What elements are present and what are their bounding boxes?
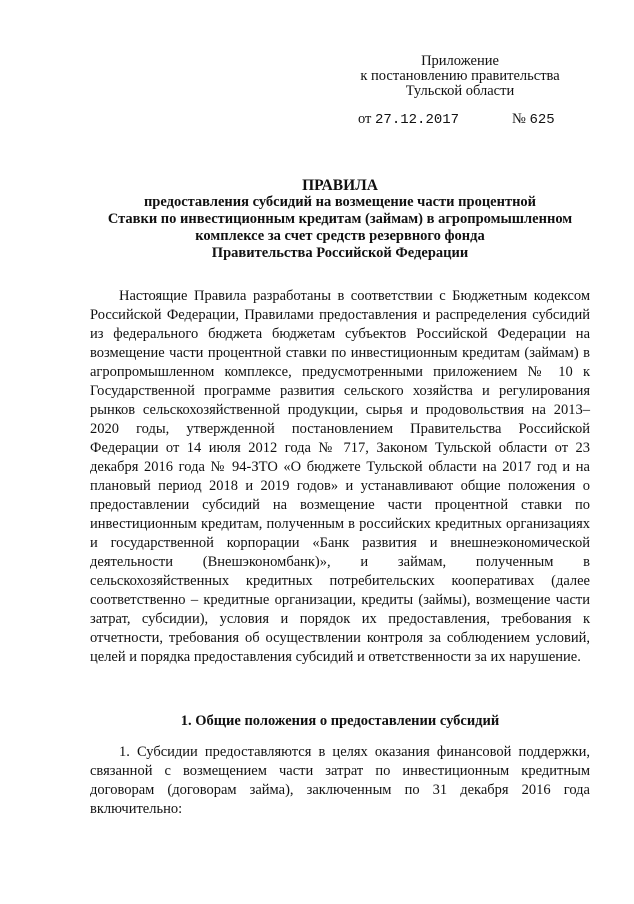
title-line-4: Правительства Российской Федерации [211,245,469,261]
title-heading: ПРАВИЛА [302,177,378,194]
decree-date: 27.12.2017 [375,112,460,128]
appendix-decree-ref: к постановлению правительства [360,68,560,84]
appendix-region: Тульской области [405,83,515,99]
section-1-heading: 1. Общие положения о предоставлении субсидий [180,713,500,729]
appendix-label: Приложение [421,53,499,69]
title-line-3: комплексе за счет средств резервного фонда [195,228,485,244]
intro-paragraph: Настоящие Правила разработаны в соответствии с Бюджетным кодексом Российской Федерации, Правилами предоставления и распределения субсидий из федерального бюджета бюджетам субъектов Российской Федерации на возмещение части процентной ставки по инвестиционным кредитам (займам) в агропромышленном комплексе, предусмотренными приложением № 10 к Государственной программе развития сельского хозяйства и регулирования рынков сельскохозяйственной продукции, сырья и продовольствия на 2013–2020 годы, утвержденной постановлением Правительства Российской Федерации от 14 июля 2012 года № 717, Законом Тульской области от 23 декабря 2016 года № 94-ЗТО «О бюджете Тульской области на 2017 год и на плановый период 2018 и 2019 годов» и устанавливают общие положения о предоставлении субсидий на возмещение части процентной ставки по инвестиционным кредитам, полученным в российских кредитных организациях и государственной корпорации «Банк развития и внешнеэкономической деятельности (Внешэкономбанк)», и займам, полученным в сельскохозяйственных кредитных потребительских кооперативах (далее соответственно – кредитные организации, кредиты (займы), возмещение части затрат, субсидии), условия и порядок их предоставления, требования к отчетности, требования об осуществлении контроля за соблюдением условий, целей и порядка предоставления субсидий и ответственности за их нарушение. [90,288,590,665]
title-line-1: предоставления субсидий на возмещение части процентной [143,194,537,210]
decree-from-label: от [358,111,372,127]
document-title [90,177,590,262]
appendix-header [330,54,590,99]
decree-number-label: № [512,111,526,127]
decree-date-line [358,111,555,128]
title-line-2: Ставки по инвестиционным кредитам (займам) в агропромышленном [107,211,573,227]
decree-number: 625 [529,112,555,128]
decree-number-group [512,111,555,128]
section-1-paragraph-1: 1. Субсидии предоставляются в целях оказания финансовой поддержки, связанной с возмещением части затрат по инвестиционным кредитным договорам (договорам займа), заключенным по 31 декабря 2016 года включительно: [90,744,590,817]
